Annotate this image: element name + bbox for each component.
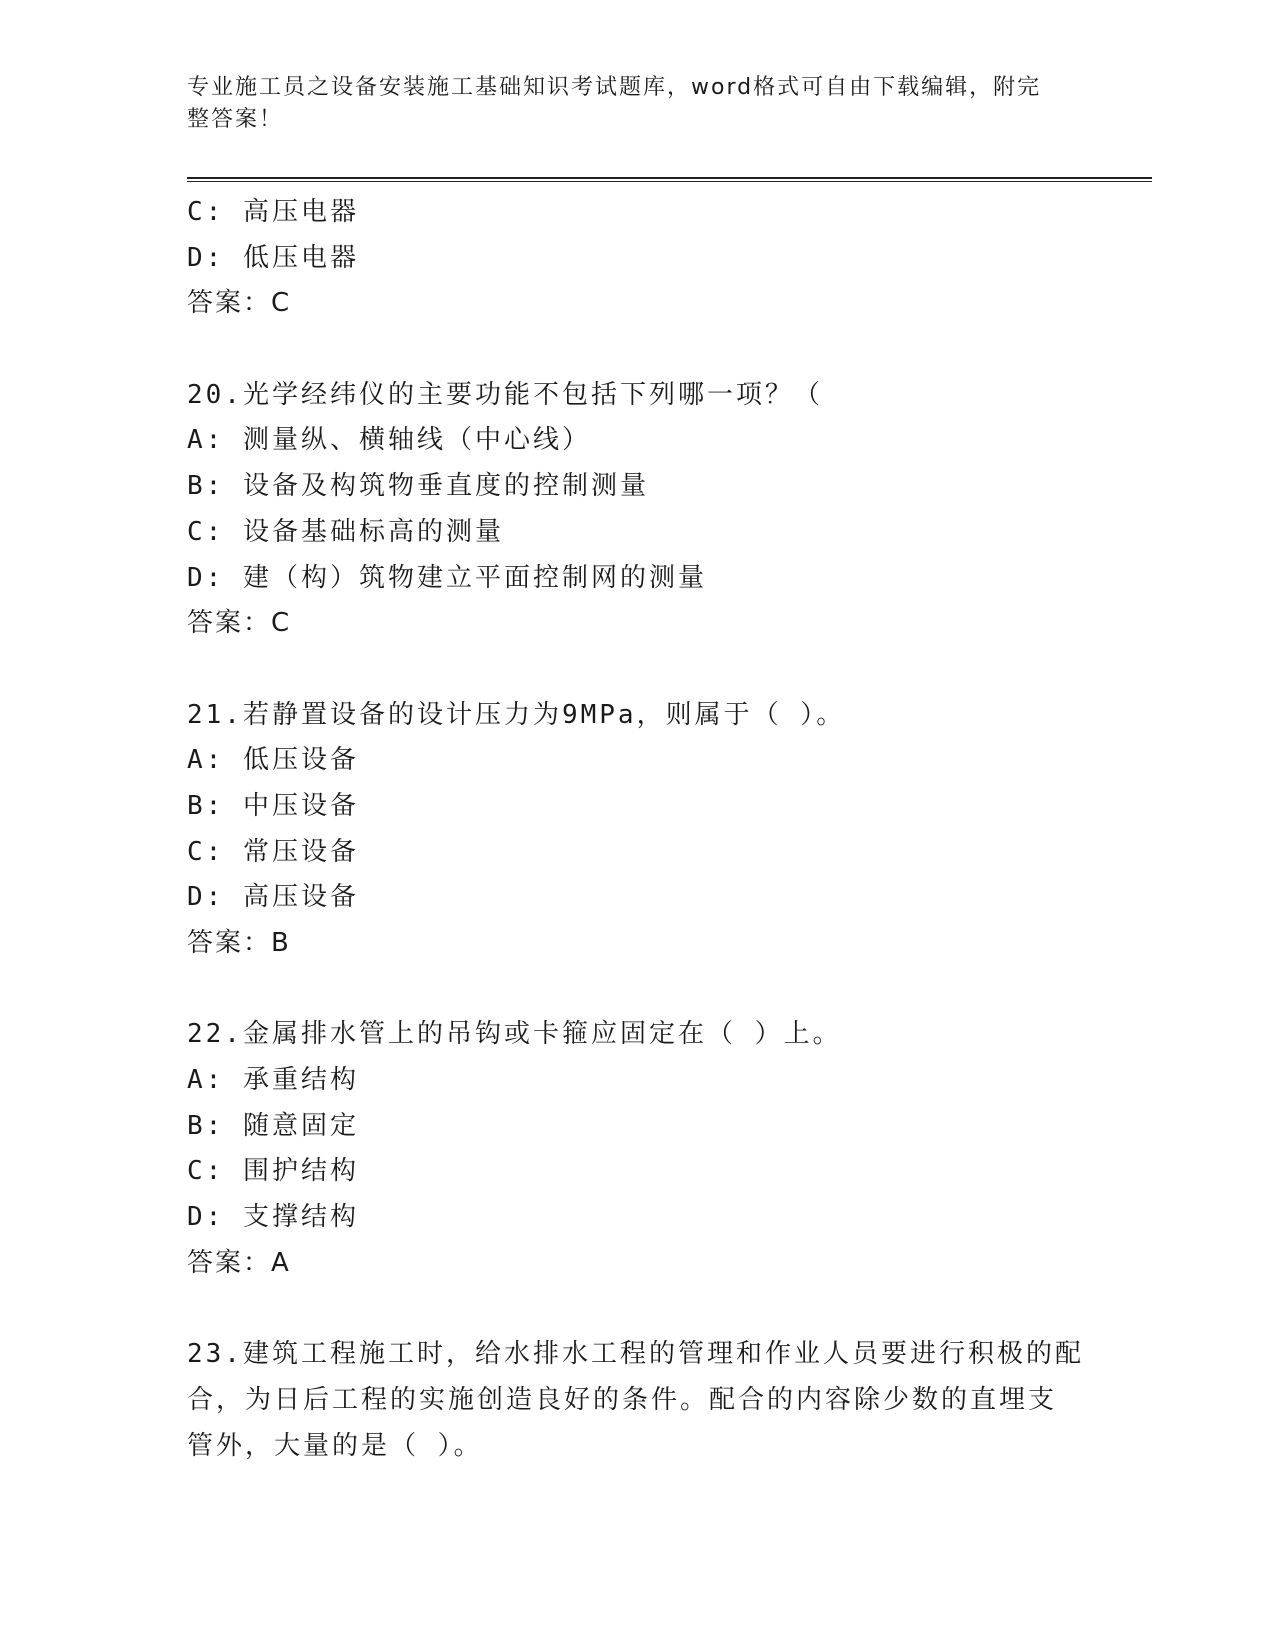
option-b: B: 随意固定 [187,1110,359,1141]
question-stem: 20.光学经纬仪的主要功能不包括下列哪一项？（ [187,379,823,410]
header-line-2: 整答案！ [187,107,284,132]
answer: 答案：A [187,1247,291,1278]
question-stem: 21.若静置设备的设计压力为9MPa，则属于（ ）。 [187,699,846,730]
option-d: D: 低压电器 [187,242,359,273]
document-header [187,72,1067,136]
option-c: C: 设备基础标高的测量 [187,516,504,547]
answer: 答案：B [187,928,291,958]
question-22 [187,1012,1087,1286]
answer: 答案：C [187,608,292,639]
option-a: A: 测量纵、横轴线（中心线） [187,425,591,456]
question-stem-line-2: 合，为日后工程的实施创造良好的条件。配合的内容除少数的直埋支 [187,1384,1058,1415]
question-list [187,190,1087,1469]
question-stem-line-3: 管外，大量的是（ ）。 [187,1430,483,1461]
question-23 [187,1332,1087,1469]
option-a: A: 低压设备 [187,745,359,776]
question-stem-line-1: 23.建筑工程施工时，给水排水工程的管理和作业人员要进行积极的配 [187,1339,1084,1370]
question-19-tail [187,190,1087,327]
question-21 [187,693,1087,967]
question-20 [187,373,1087,647]
header-divider-thin [187,181,1152,182]
answer: 答案：C [187,288,292,319]
option-c: C: 常压设备 [187,836,359,867]
option-d: D: 建（构）筑物建立平面控制网的测量 [187,562,707,593]
option-c: C: 围护结构 [187,1156,359,1187]
option-c: C: 高压电器 [187,197,359,227]
option-b: B: 设备及构筑物垂直度的控制测量 [187,471,649,502]
header-divider [187,177,1152,179]
header-line-1: 专业施工员之设备安装施工基础知识考试题库，word格式可自由下载编辑，附完 [187,75,1042,100]
option-b: B: 中压设备 [187,790,359,821]
option-d: D: 支撑结构 [187,1202,359,1233]
option-a: A: 承重结构 [187,1065,359,1096]
option-d: D: 高压设备 [187,882,359,913]
question-stem: 22.金属排水管上的吊钩或卡箍应固定在（ ）上。 [187,1019,842,1050]
